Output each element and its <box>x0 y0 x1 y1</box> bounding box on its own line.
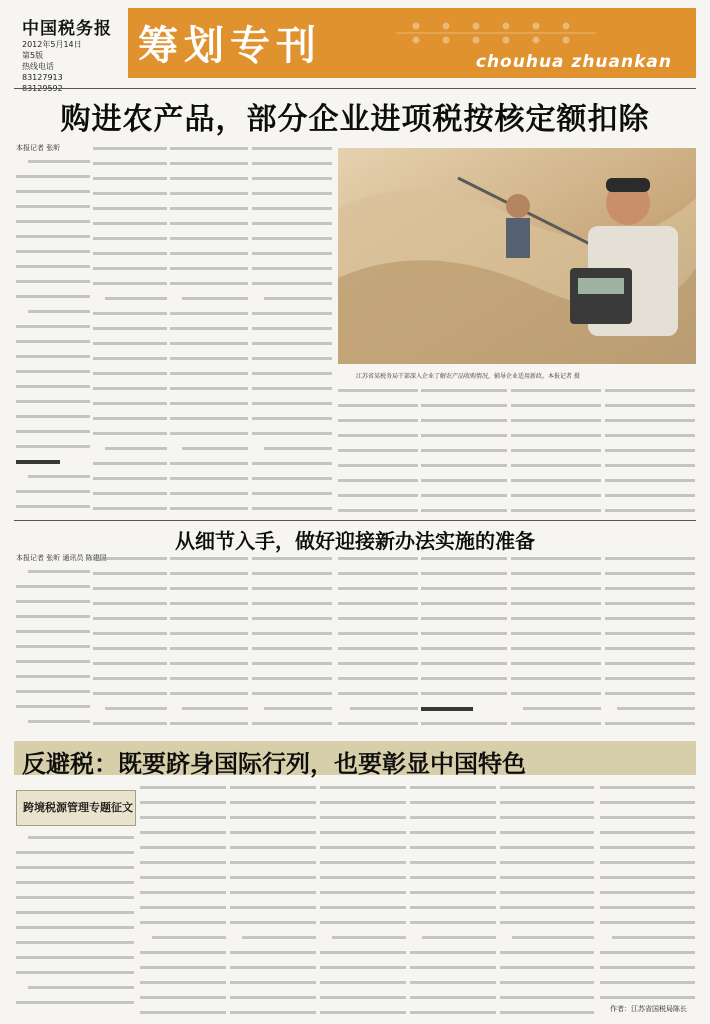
article-2-byline: 本报记者 张昕 通讯员 陈建国 <box>16 554 107 562</box>
issue-date: 2012年5月14日 <box>22 40 82 49</box>
feature-box-title: 跨境税源管理专题征文 <box>23 801 133 814</box>
page-number: 第5版 <box>22 51 44 60</box>
article-1-column-3 <box>170 143 248 514</box>
article-3-column-6 <box>500 782 594 1014</box>
divider <box>14 88 696 89</box>
article-1-column-6 <box>421 385 507 515</box>
article-1-column-7 <box>511 385 601 515</box>
article-1-column-2 <box>93 143 167 514</box>
masthead <box>0 0 710 93</box>
article-2-column-4 <box>252 553 332 734</box>
section-banner <box>128 8 696 78</box>
article-2-column-7 <box>511 553 601 734</box>
article-1-column-4 <box>252 143 332 514</box>
article-2-column-2 <box>93 553 167 734</box>
news-photo <box>338 148 696 364</box>
hotline-number-1: 83127913 <box>22 73 63 82</box>
article-3-column-7 <box>600 782 695 1000</box>
article-2-column-6 <box>421 553 507 734</box>
article-2-column-1 <box>16 566 90 734</box>
photo-inspector-image <box>338 148 696 364</box>
hotline-label: 热线电话 <box>22 62 54 71</box>
article-3-column-1 <box>16 832 134 1014</box>
article-1-headline: 购进农产品，部分企业进项税按核定额扣除 <box>60 102 650 137</box>
article-3-column-3 <box>230 782 316 1014</box>
feature-box <box>16 790 136 826</box>
article-2-column-8 <box>605 553 695 734</box>
brand-block <box>22 14 122 94</box>
article-3-column-5 <box>410 782 496 1014</box>
article-1-column-1 <box>16 156 90 514</box>
article-3-headline: 反避税：既要跻身国际行列，也要彰显中国特色 <box>22 749 526 778</box>
photo-caption: 江苏省某税务局干部深入企业了解农产品收购情况，辅导企业适用新政。本报记者 摄 <box>356 373 580 380</box>
article-2-column-3 <box>170 553 248 734</box>
section-title: 筹划专刊 <box>138 22 322 69</box>
article-3-column-4 <box>320 782 406 1014</box>
abacus-decoration-icon <box>396 18 596 48</box>
article-2-column-5 <box>338 553 418 734</box>
section-pinyin: chouhua zhuankan <box>475 52 672 72</box>
article-1-column-8 <box>605 385 695 515</box>
hotline-number-2: 83129592 <box>22 84 63 93</box>
article-1-column-5 <box>338 385 418 515</box>
article-3-column-2 <box>140 782 226 1014</box>
newspaper-name: 中国税务报 <box>22 19 112 39</box>
divider <box>14 520 696 521</box>
article-1-byline: 本报记者 张昕 <box>16 144 61 152</box>
article-2-headline: 从细节入手，做好迎接新办法实施的准备 <box>175 529 535 553</box>
article-3-byline: 作者：江苏省国税局陈长 <box>610 1005 687 1013</box>
